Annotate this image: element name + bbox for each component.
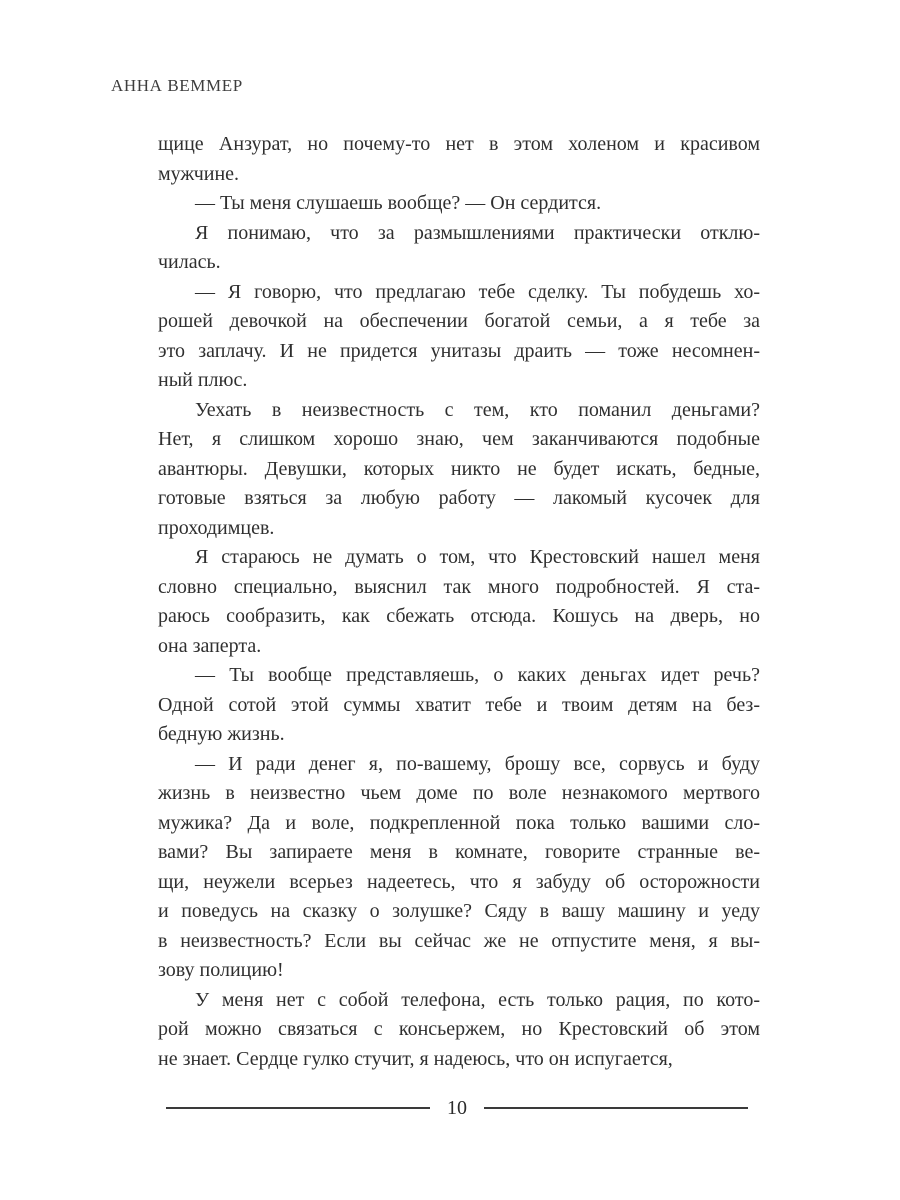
text-line: Я стараюсь не думать о том, что Крестовский нашел меня xyxy=(195,546,760,568)
text-line: — Я говорю, что предлагаю тебе сделку. Ты побудешь хо- xyxy=(195,280,760,303)
text-line: бедную жизнь. xyxy=(158,723,285,745)
paragraph xyxy=(158,130,760,189)
text-line: щице Анзурат, но почему-то нет в этом холеном и красивом xyxy=(158,133,760,155)
text-line: — Ты вообще представляешь, о каких деньгах идет речь? xyxy=(195,664,760,686)
text-line: Нет, я слишком хорошо знаю, чем заканчиваются подобные xyxy=(158,428,760,450)
paragraph xyxy=(158,986,760,1075)
paragraph xyxy=(158,661,760,750)
text-line: вами? Вы запираете меня в комнате, говорите странные ве- xyxy=(158,841,760,863)
body-text xyxy=(158,130,760,1074)
text-line: не знает. Сердце гулко стучит, я надеюсь, что он испугается, xyxy=(158,1047,673,1070)
text-line: проходимцев. xyxy=(158,516,275,539)
paragraph xyxy=(158,543,760,661)
text-line: Я понимаю, что за размышлениями практически отклю- xyxy=(195,221,760,244)
paragraph xyxy=(158,189,760,219)
paragraph xyxy=(158,396,760,544)
text-line: это заплачу. И не придется унитазы драить — тоже несомнен- xyxy=(158,339,760,362)
text-line: щи, неужели всерьез надеетесь, что я забуду об осторожности xyxy=(158,870,760,893)
text-line: У меня нет с собой телефона, есть только рация, по кото- xyxy=(195,988,760,1011)
page-number: 10 xyxy=(447,1097,467,1119)
text-line: зову полицию! xyxy=(158,959,284,981)
text-line: ный плюс. xyxy=(158,369,248,391)
text-line: чилась. xyxy=(158,251,221,273)
text-line: мужчине. xyxy=(158,162,240,185)
text-line: мужика? Да и воле, подкрепленной пока только вашими сло- xyxy=(158,811,760,834)
text-line: рошей девочкой на обеспечении богатой семьи, а я тебе за xyxy=(158,310,760,332)
text-line: Уехать в неизвестность с тем, кто поманил деньгами? xyxy=(195,398,760,421)
text-line: раюсь сообразить, как сбежать отсюда. Кошусь на дверь, но xyxy=(158,605,760,627)
text-line: — И ради денег я, по-вашему, брошу все, сорвусь и буду xyxy=(195,752,760,775)
text-line: — Ты меня слушаешь вообще? — Он сердится. xyxy=(195,192,602,214)
paragraph xyxy=(158,278,760,396)
text-line: жизнь в неизвестно чьем доме по воле незнакомого мертвого xyxy=(158,782,760,804)
paragraph xyxy=(158,219,760,278)
text-line: Одной сотой этой суммы хватит тебе и твоим детям на без- xyxy=(158,693,760,716)
text-line: рой можно связаться с консьержем, но Крестовский об этом xyxy=(158,1018,760,1040)
text-line: она заперта. xyxy=(158,634,262,657)
text-line: в неизвестность? Если вы сейчас же не отпустите меня, я вы- xyxy=(158,929,760,952)
footer-rule-left xyxy=(166,1107,430,1109)
paragraph xyxy=(158,750,760,986)
text-line: готовые взяться за любую работу — лакомый кусочек для xyxy=(158,487,760,509)
text-line: словно специально, выяснил так много подробностей. Я ста- xyxy=(158,575,760,598)
text-line: авантюры. Девушки, которых никто не будет искать, бедные, xyxy=(158,457,760,480)
text-line: и поведусь на сказку о золушке? Сяду в вашу машину и уеду xyxy=(158,900,760,922)
running-header-author: АННА ВЕММЕР xyxy=(111,76,243,95)
page-footer xyxy=(166,1096,748,1120)
footer-rule-right xyxy=(484,1107,748,1109)
